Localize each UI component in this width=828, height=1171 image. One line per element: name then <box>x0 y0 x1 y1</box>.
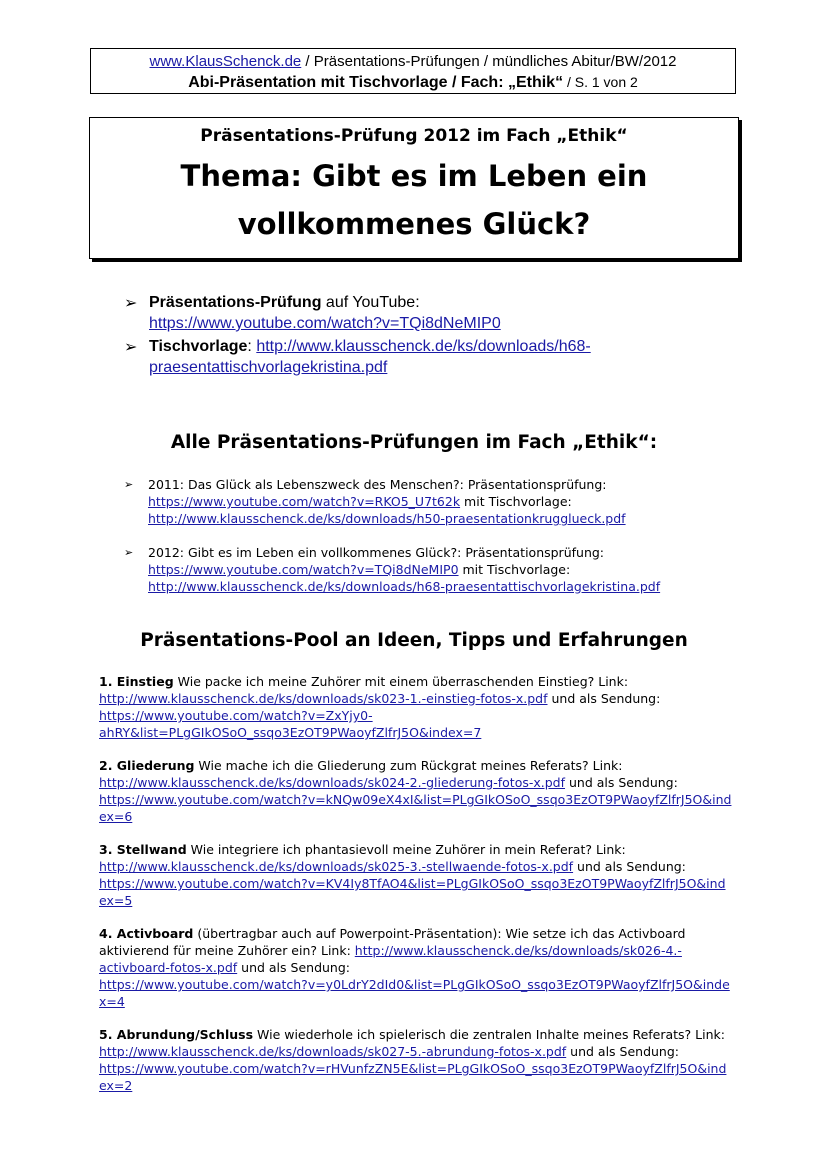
item-text: Wie mache ich die Gliederung zum Rückgrat meines Referats? Link: <box>194 758 623 773</box>
item-text: (übertragbar auch auf Powerpoint-Präsentation): Wie setze ich das Activboard <box>193 926 686 941</box>
item-text: und als Sendung: <box>237 960 350 975</box>
item-text: Wie wiederhole ich spielerisch die zentralen Inhalte meines Referats? Link: <box>253 1027 725 1042</box>
header-path: / Präsentations-Prüfungen / mündliches Abitur/BW/2012 <box>301 53 677 70</box>
pdf-link[interactable]: http://www.klausschenck.de/ks/downloads/sk023-1.-einstieg-fotos-x.pdf <box>99 691 548 706</box>
page-number: / S. 1 von 2 <box>563 74 638 90</box>
item-text: auf YouTube: <box>321 294 420 311</box>
item-label: 5. Abrundung/Schluss <box>99 1027 254 1042</box>
item-label: 3. Stellwand <box>99 842 187 857</box>
youtube-link[interactable]: https://www.youtube.com/watch?v=rHVunfzZN5E&list=PLgGIkOSoO_ssqo3EzOT9PWaoyfZlfrJ5O&ind <box>99 1061 727 1076</box>
section-heading: Alle Präsentations-Prüfungen im Fach „Ethik“: <box>170 432 658 453</box>
title-main-line-1: Thema: Gibt es im Leben ein <box>180 159 648 193</box>
youtube-link[interactable]: https://www.youtube.com/watch?v=ZxYjy0- <box>99 708 373 723</box>
page-header <box>90 48 736 94</box>
item-text: mit Tischvorlage: <box>458 562 571 577</box>
list-item <box>124 292 744 334</box>
item-text: und als Sendung: <box>547 691 661 706</box>
pdf-link-continued[interactable]: activboard-fotos-x.pdf <box>99 960 238 975</box>
item-text: 2011: Das Glück als Lebenszweck des Menschen?: Präsentationsprüfung: <box>148 477 607 492</box>
arrow-bullet-icon: ➢ <box>124 337 138 356</box>
item-text: aktivierend für meine Zuhörer ein? Link: <box>99 943 355 958</box>
item-label: 1. Einstieg <box>99 674 174 689</box>
pdf-link[interactable]: http://www.klausschenck.de/ks/downloads/h50-praesentationkrugglueck.pdf <box>148 511 626 526</box>
arrow-bullet-icon: ➢ <box>124 546 134 559</box>
youtube-link-continued[interactable]: ahRY&list=PLgGIkOSoO_ssqo3EzOT9PWaoyfZlfrJ5O&index=7 <box>99 725 482 740</box>
item-text: und als Sendung: <box>573 859 686 874</box>
item-text: Wie integriere ich phantasievoll meine Zuhörer in mein Referat? Link: <box>186 842 626 857</box>
pool-item <box>99 757 739 825</box>
item-text: mit Tischvorlage: <box>460 494 572 509</box>
list-item <box>124 476 764 527</box>
top-list <box>124 292 744 380</box>
arrow-bullet-icon: ➢ <box>124 293 138 312</box>
ethik-exam-list <box>124 476 764 595</box>
site-link[interactable]: www.KlausSchenck.de <box>149 53 302 70</box>
youtube-link-continued[interactable]: ex=6 <box>99 809 133 824</box>
title-subheading: Präsentations-Prüfung 2012 im Fach „Ethik“ <box>200 126 628 146</box>
title-main-line-2: vollkommenes Glück? <box>237 207 591 241</box>
pool-item <box>99 925 739 1010</box>
pdf-link-continued[interactable]: praesentattischvorlagekristina.pdf <box>149 359 388 376</box>
item-label: Präsentations-Prüfung <box>149 294 322 311</box>
youtube-link[interactable]: https://www.youtube.com/watch?v=TQi8dNeMIP0 <box>149 315 501 332</box>
arrow-bullet-icon: ➢ <box>124 478 134 491</box>
item-text: und als Sendung: <box>565 775 678 790</box>
pdf-link[interactable]: http://www.klausschenck.de/ks/downloads/sk027-5.-abrundung-fotos-x.pdf <box>99 1044 567 1059</box>
youtube-link-continued[interactable]: ex=5 <box>99 893 133 908</box>
item-label: 4. Activboard <box>99 926 194 941</box>
youtube-link[interactable]: https://www.youtube.com/watch?v=y0LdrY2dId0&list=PLgGIkOSoO_ssqo3EzOT9PWaoyfZlfrJ5O&inde <box>99 977 730 992</box>
pdf-link[interactable]: http://www.klausschenck.de/ks/downloads/sk025-3.-stellwaende-fotos-x.pdf <box>99 859 574 874</box>
pool-item <box>99 841 739 909</box>
pdf-link[interactable]: http://www.klausschenck.de/ks/downloads/h68-praesentattischvorlagekristina.pdf <box>148 579 661 594</box>
item-text: Wie packe ich meine Zuhörer mit einem überraschenden Einstieg? Link: <box>173 674 629 689</box>
header-subject: Abi-Präsentation mit Tischvorlage / Fach: „Ethik“ <box>188 74 564 91</box>
header-line-2 <box>91 72 735 93</box>
item-text: und als Sendung: <box>566 1044 680 1059</box>
youtube-link[interactable]: https://www.youtube.com/watch?v=KV4Iy8TfAO4&list=PLgGIkOSoO_ssqo3EzOT9PWaoyfZlfrJ5O&ind <box>99 876 726 891</box>
pdf-link[interactable]: http://www.klausschenck.de/ks/downloads/sk024-2.-gliederung-fotos-x.pdf <box>99 775 566 790</box>
list-item <box>124 336 744 378</box>
pdf-link[interactable]: http://www.klausschenck.de/ks/downloads/h68- <box>256 338 591 355</box>
youtube-link[interactable]: https://www.youtube.com/watch?v=kNQw09eX4xI&list=PLgGIkOSoO_ssqo3EzOT9PWaoyfZlfrJ5O&ind <box>99 792 732 807</box>
item-text: 2012: Gibt es im Leben ein vollkommenes Glück?: Präsentationsprüfung: <box>148 545 605 560</box>
item-label: Tischvorlage <box>149 338 248 355</box>
pool-item <box>99 1026 739 1094</box>
pdf-link[interactable]: http://www.klausschenck.de/ks/downloads/sk026-4.- <box>354 943 682 958</box>
item-label: 2. Gliederung <box>99 758 195 773</box>
title-box <box>89 117 739 259</box>
pool-item <box>99 673 739 741</box>
header-line-1 <box>91 52 735 72</box>
youtube-link[interactable]: https://www.youtube.com/watch?v=RKO5_U7t62k <box>148 494 461 509</box>
list-item <box>124 544 764 595</box>
section-heading: Präsentations-Pool an Ideen, Tipps und Erfahrungen <box>140 630 688 651</box>
youtube-link[interactable]: https://www.youtube.com/watch?v=TQi8dNeMIP0 <box>148 562 459 577</box>
youtube-link-continued[interactable]: ex=2 <box>99 1078 133 1093</box>
youtube-link-continued[interactable]: x=4 <box>99 994 125 1009</box>
item-text: : <box>247 338 257 355</box>
